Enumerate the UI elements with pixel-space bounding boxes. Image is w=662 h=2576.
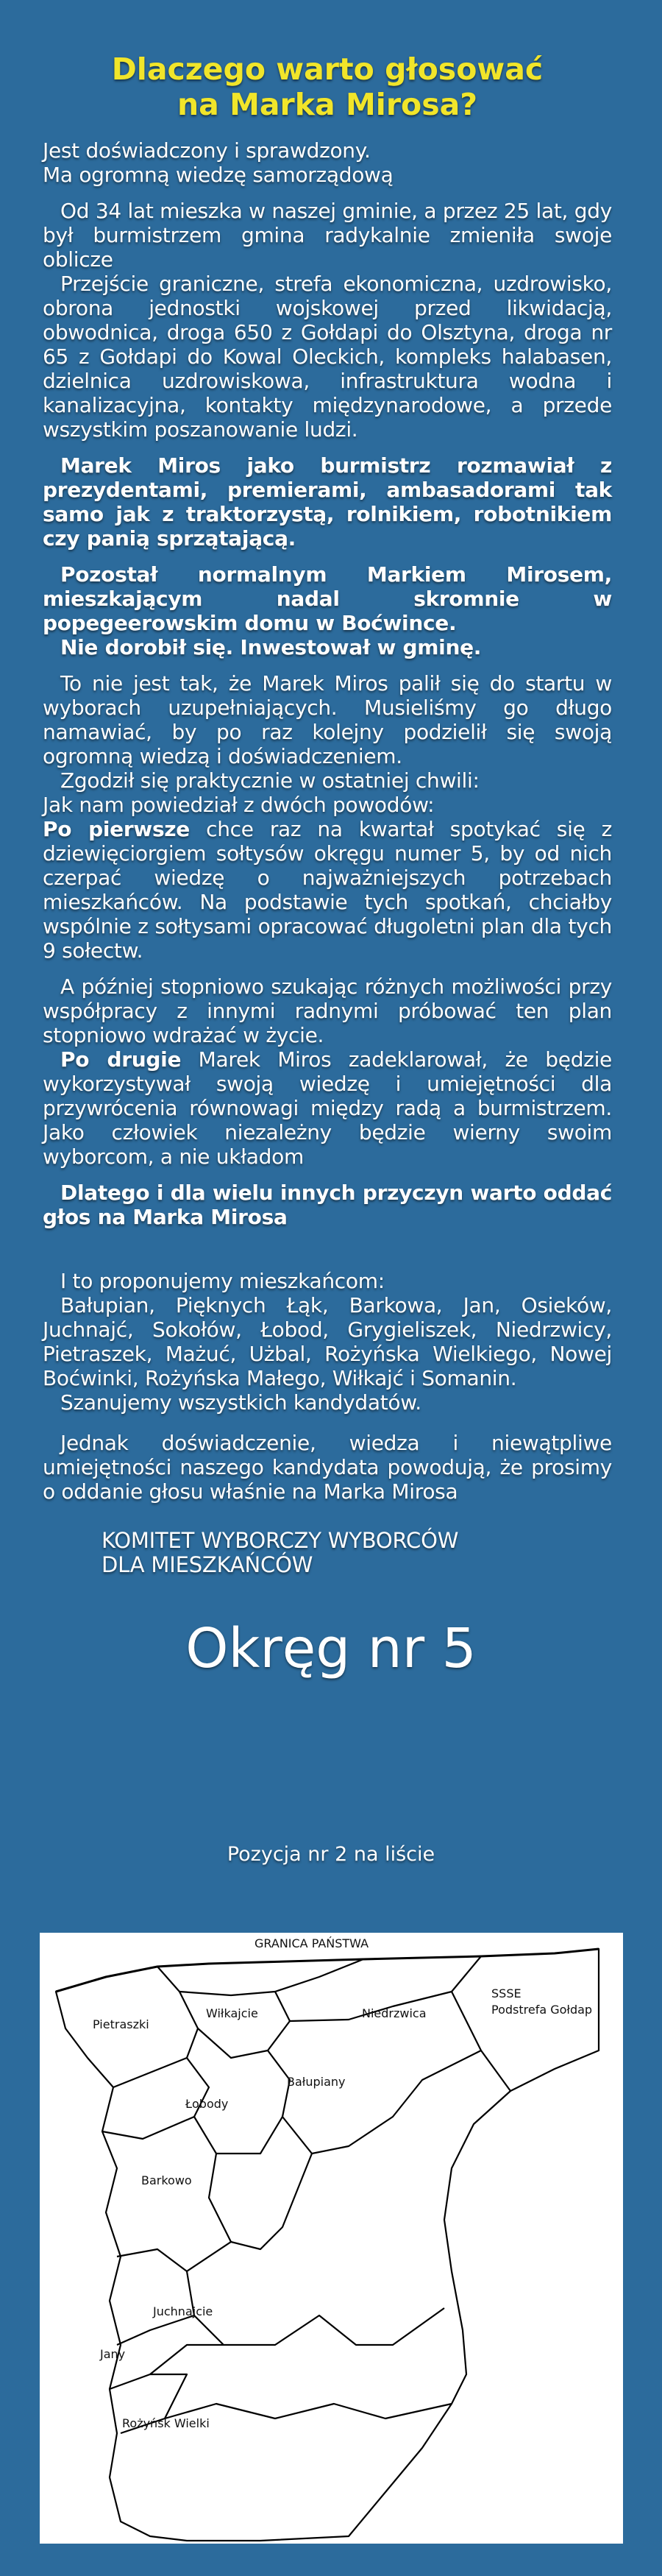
boundary-jany <box>110 2315 224 2389</box>
paragraph-agreed: Zgodził się praktycznie w ostatniej chwili: <box>60 768 480 793</box>
map-label-ssse-podstrefa: Podstrefa Gołdap <box>491 2003 593 2017</box>
map-label-ssse: SSSE <box>491 1986 522 2000</box>
headline-line-2: na Marka Mirosa? <box>177 87 478 122</box>
second-reason-text: Marek Miros zadeklarował, że będzie wykorzystywał swoją wiedzę i umiejętności dla przywrócenia równowagi między radą a burmistrzem. Jako człowiek niezależny będzie wierny swoim wyborcom, a nie układom <box>43 1047 612 1169</box>
committee-line-1: KOMITET WYBORCZY WYBORCÓW <box>102 1528 459 1553</box>
headline <box>43 52 612 122</box>
map-label-pietraszki: Pietraszki <box>93 2017 149 2031</box>
paragraph-candidacy: To nie jest tak, że Marek Miros palił się do startu w wyborach uzupełniających. Musieliśmy go długo namawiać, by po raz kolejny podzielił się swoją ogromną wiedzą i doświadczeniem. <box>43 671 612 768</box>
map-label-barkowo: Barkowo <box>141 2173 192 2187</box>
second-reason-label: Po drugie <box>60 1047 182 1072</box>
boundary-balupiany <box>268 2050 481 2154</box>
first-reason-text: chce raz na kwartał spotykać się z dziewięciorgiem sołtysów okręgu numer 5, by od nich czerpać wiedzę o najważniejszych potrzebach mieszkańców. Na podstawie tych spotkań, chciałby wspólnie z sołtysami opracować długoletni plan dla tych 9 sołectw. <box>43 817 613 963</box>
map-label-wilkajcie: Wiłkajcie <box>206 2006 258 2020</box>
state-border-label: GRANICA PAŃSTWA <box>255 1936 369 1950</box>
paragraph-achievements: Przejście graniczne, strefa ekonomiczna, uzdrowisko, obrona jednostki wojskowej przed likwidacją, obwodnica, droga 650 z Gołdapi do Olsztyna, droga nr 65 z Gołdapi do Kowal Oleckich, kompleks halabasen, dzielnica uzdrowiskowa, infrastruktura wodna i kanalizacyjna, kontakty międzynarodowe, a przede wszystkim poszanowanie ludzi. <box>43 272 612 442</box>
map-label-rozynsk: Rożyńsk Wielki <box>122 2416 210 2430</box>
paragraph-invested: Nie dorobił się. Inwestował w gminę. <box>60 635 482 659</box>
committee-line-2: DLA MIESZKAŃCÓW <box>102 1552 313 1577</box>
state-border <box>56 1949 599 1992</box>
boundary-juchnajcie <box>117 2242 444 2345</box>
intro-line-2: Ma ogromną wiedzę samorządową <box>43 163 394 187</box>
district-outline <box>56 1949 599 2541</box>
map-label-niedrzwica: Niedrzwica <box>362 2006 427 2020</box>
leaflet-text <box>43 52 612 1577</box>
first-reason-label: Po pierwsze <box>43 817 190 841</box>
district-map <box>40 1933 623 2544</box>
district-map-svg <box>40 1933 623 2544</box>
paragraph-history: Od 34 lat mieszka w naszej gminie, a przez 25 lat, gdy był burmistrzem gmina radykalnie zmieniła swoje oblicze <box>43 199 612 272</box>
district-heading: Okręg nr 5 <box>185 1617 477 1680</box>
map-label-jany: Jany <box>100 2347 126 2361</box>
list-position: Pozycja nr 2 na liście <box>227 1843 435 1866</box>
map-label-juchnajcie: Juchnajcie <box>153 2304 213 2318</box>
paragraph-normal-man: Pozostał normalnym Markiem Mirosem, mieszkającym nadal skromnie w popegeerowskim domu w Boćwince. <box>43 562 612 635</box>
map-label-balupiany: Bałupiany <box>287 2075 346 2089</box>
paragraph-first-reason <box>43 817 612 963</box>
committee-name <box>43 1529 612 1577</box>
paragraph-two-reasons: Jak nam powiedział z dwóch powodów: <box>43 793 435 817</box>
paragraph-proposal: I to proponujemy mieszkańcom: <box>60 1269 385 1293</box>
paragraph-conversations: Marek Miros jako burmistrz rozmawiał z prezydentami, premierami, ambasadorami tak samo jak z traktorzystą, rolnikiem, robotnikiem czy panią sprzątającą. <box>43 453 612 551</box>
paragraph-villages: Bałupian, Pięknych Łąk, Barkowa, Jan, Osieków, Juchnajć, Sokołów, Łobod, Grygieliszek, Niedrzwicy, Pietraszek, Mażuć, Użbal, Rożyńska Wielkiego, Nowej Boćwinki, Rożyńska Małego, Wiłkajć i Somanin. <box>43 1293 612 1390</box>
headline-line-1: Dlaczego warto głosować <box>111 52 544 87</box>
boundary-barkowo <box>102 2117 312 2249</box>
paragraph-closing: Jednak doświadczenie, wiedza i niewątpliwe umiejętności naszego kandydata powodują, że prosimy o oddanie głosu właśnie na Marka Mirosa <box>43 1431 612 1504</box>
paragraph-cooperation: A później stopniowo szukając różnych możliwości przy współpracy z innymi radnymi próbować ten plan stopniowo wdrażać w życie. <box>43 974 612 1047</box>
map-label-lobody: Łobody <box>185 2097 229 2111</box>
paragraph-respect: Szanujemy wszystkich kandydatów. <box>60 1390 421 1415</box>
intro-line-1: Jest doświadczony i sprawdzony. <box>43 138 371 163</box>
paragraph-vote-call: Dlatego i dla wielu innych przyczyn warto oddać głos na Marka Mirosa <box>43 1181 612 1229</box>
paragraph-second-reason <box>43 1047 612 1169</box>
